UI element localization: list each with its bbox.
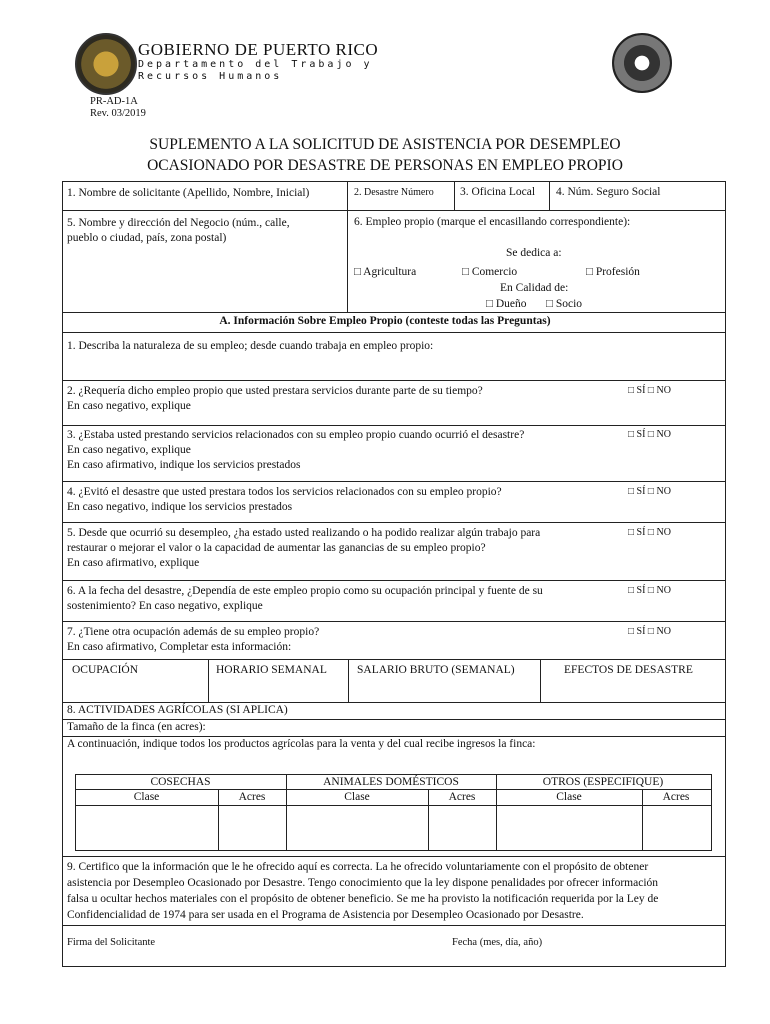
divider [347, 181, 348, 312]
q4-yes-no[interactable]: □ SÍ □ NO [628, 486, 671, 497]
agri-heading: 8. ACTIVIDADES AGRÍCOLAS (SI APLICA) [67, 704, 288, 716]
farm-size-field[interactable]: Tamaño de la finca (en acres): [67, 721, 206, 733]
col-cosechas: COSECHAS [150, 776, 211, 788]
checkbox-profesion[interactable]: □ Profesión [586, 266, 640, 278]
field-local-office-label[interactable]: 3. Oficina Local [460, 186, 536, 198]
q7-yes-no[interactable]: □ SÍ □ NO [628, 626, 671, 637]
divider [75, 789, 712, 790]
divider [62, 481, 726, 482]
q5-yes-no[interactable]: □ SÍ □ NO [628, 527, 671, 538]
question-6[interactable]: 6. A la fecha del desastre, ¿Dependía de este empleo propio como su ocupación principal y fuente de su sostenimiento? En caso negativo, explique [67, 585, 543, 612]
q2-yes-no[interactable]: □ SÍ □ NO [628, 385, 671, 396]
question-4[interactable]: 4. ¿Evitó el desastre que usted prestara todos los servicios relacionados con su empleo propio? En caso negativo, indique los servicios prestados [67, 486, 502, 513]
question-1[interactable]: 1. Describa la naturaleza de su empleo; desde cuando trabaja en empleo propio: [67, 340, 434, 352]
government-name: GOBIERNO DE PUERTO RICO [138, 40, 379, 59]
certification-text: 9. Certifico que la información que le he ofrecido aquí es correcta. La he ofrecido voluntariamente con el propósito de obtener asistencia por Desempleo Ocasionado por Desastre. Tengo conocimiento que la ley dispone penalidades por ofrecer información falsa u ocultar hechos materiales con el propósito de obtener beneficio. Se me ha provisto la notificación requerida por la Ley de Confidencialidad de 1974 para ser usada en el Programa de Asistencia por Desempleo Ocasionado por Desastre. [67, 861, 659, 921]
divider [62, 856, 726, 857]
col-clase: Clase [556, 791, 582, 803]
puerto-rico-seal-logo [75, 33, 137, 95]
col-animales-domesticos: ANIMALES DOMÉSTICOS [323, 776, 459, 788]
divider [62, 332, 726, 333]
field-business-address-label[interactable]: 5. Nombre y dirección del Negocio (núm., calle, pueblo o ciudad, país, zona postal) [67, 217, 290, 244]
col-acres: Acres [238, 791, 266, 803]
date-field[interactable]: Fecha (mes, día, año) [452, 937, 543, 948]
divider [62, 312, 726, 313]
divider [62, 659, 726, 660]
field-disaster-number-label[interactable]: 2. Desastre Número [354, 187, 434, 198]
divider [62, 702, 726, 703]
col-horario-semanal: HORARIO SEMANAL [216, 664, 327, 676]
divider [62, 925, 726, 926]
divider [62, 380, 726, 381]
col-clase: Clase [133, 791, 160, 803]
field-applicant-name-label[interactable]: 1. Nombre de solicitante (Apellido, Nombre, Inicial) [67, 187, 310, 199]
divider [62, 736, 726, 737]
divider [540, 659, 541, 702]
col-clase: Clase [344, 791, 370, 803]
divider [549, 181, 550, 210]
department-name: Departamento del Trabajo y Recursos Humanos [138, 59, 373, 82]
question-2[interactable]: 2. ¿Requería dicho empleo propio que usted prestara servicios durante parte de su tiempo? En caso negativo, explique [67, 385, 483, 412]
col-acres: Acres [662, 791, 690, 803]
field-self-employment-label: 6. Empleo propio (marque el encasillando correspondiente): [354, 216, 631, 228]
divider [348, 659, 349, 702]
q6-yes-no[interactable]: □ SÍ □ NO [628, 585, 671, 596]
question-5[interactable]: 5. Desde que ocurrió su desempleo, ¿ha estado usted realizando o ha podido realizar algún trabajo para restaurar o mejorar el valor o la capacidad de aumentar las ganancias de su empleo propio? En caso afirmativo, explique [67, 527, 541, 569]
divider [62, 522, 726, 523]
divider [62, 621, 726, 622]
checkbox-dueno[interactable]: □ Dueño [486, 298, 527, 310]
question-3[interactable]: 3. ¿Estaba usted prestando servicios relacionados con su empleo propio cuando ocurrió el desastre? En caso negativo, explique En caso afirmativo, indique los servicios prestados [67, 429, 525, 471]
divider [208, 659, 209, 702]
se-dedica-label: Se dedica a: [506, 247, 562, 259]
col-salario-bruto: SALARIO BRUTO (SEMANAL) [357, 664, 515, 676]
en-calidad-label: En Calidad de: [500, 282, 569, 294]
field-ssn-label[interactable]: 4. Núm. Seguro Social [556, 186, 661, 198]
form-title: SUPLEMENTO A LA SOLICITUD DE ASISTENCIA POR DESEMPLEO OCASIONADO POR DESASTRE DE PERSONAS EN EMPLEO PROPIO [147, 136, 623, 174]
form-code: PR-AD-1A Rev. 03/2019 [90, 96, 146, 119]
q3-yes-no[interactable]: □ SÍ □ NO [628, 429, 671, 440]
section-a-heading: A. Información Sobre Empleo Propio (conteste todas las Preguntas) [219, 315, 551, 327]
divider [75, 805, 712, 806]
col-efectos-desastre: EFECTOS DE DESASTRE [564, 664, 693, 676]
agri-instruction: A continuación, indique todos los productos agrícolas para la venta y del cual recibe ingresos la finca: [67, 738, 536, 750]
col-ocupacion: OCUPACIÓN [72, 664, 139, 676]
signature-field[interactable]: Firma del Solicitante [67, 937, 156, 948]
divider [62, 425, 726, 426]
divider [62, 580, 726, 581]
col-otros: OTROS (ESPECIFIQUE) [542, 776, 664, 788]
checkbox-socio[interactable]: □ Socio [546, 298, 583, 310]
divider [454, 181, 455, 210]
agency-emblem-logo [612, 33, 672, 93]
question-7[interactable]: 7. ¿Tiene otra ocupación además de su empleo propio? En caso afirmativo, Completar esta información: [67, 626, 320, 653]
divider [62, 719, 726, 720]
col-acres: Acres [448, 791, 476, 803]
divider [62, 210, 726, 211]
checkbox-agricultura[interactable]: □ Agricultura [354, 266, 417, 278]
checkbox-comercio[interactable]: □ Comercio [462, 266, 518, 278]
